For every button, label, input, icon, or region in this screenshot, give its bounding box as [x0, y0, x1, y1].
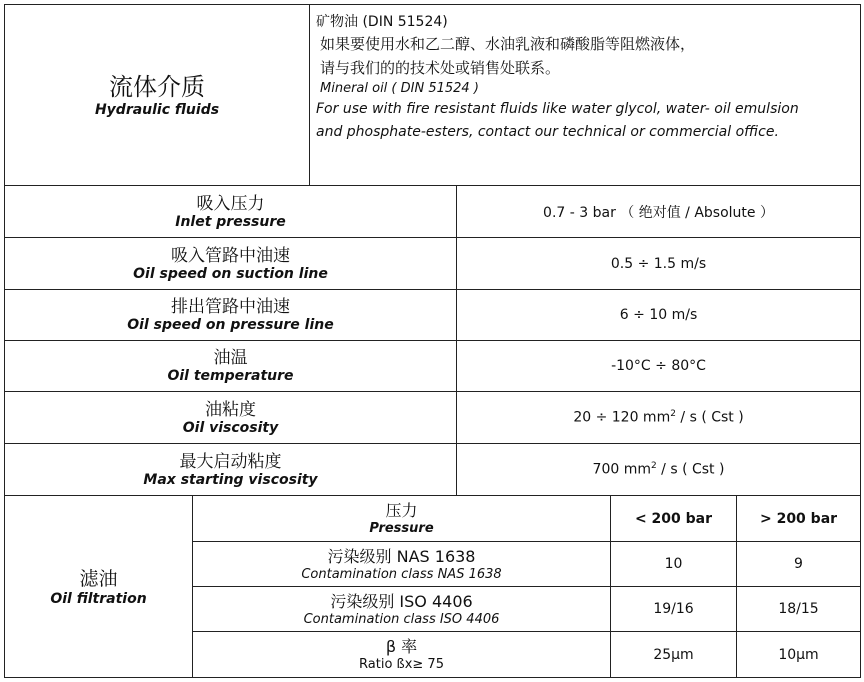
- row-value: [457, 444, 861, 496]
- pressure-header-cn: 压力: [385, 501, 418, 520]
- item-value-high: 18/15: [737, 587, 861, 632]
- suction-speed-row: [5, 238, 861, 290]
- filtration-header-row: [5, 496, 861, 542]
- inlet-pressure-row: [5, 186, 861, 238]
- fluid-note-cn-1: 如果要使用水和乙二醇、水油乳液和磷酸脂等阻燃液体，: [320, 35, 696, 53]
- fluid-label-en: Hydraulic fluids: [94, 102, 220, 118]
- item-label-en: Ratio ßx≥ 75: [359, 657, 444, 672]
- item-value-high: 10μm: [737, 632, 861, 678]
- row-label-cn: 吸入管路中油速: [171, 245, 290, 266]
- value-text: 700 mm: [592, 461, 651, 478]
- row-label: [5, 341, 457, 392]
- item-value-low: 10: [611, 542, 737, 587]
- row-value: 6 ÷ 10 m/s: [457, 290, 861, 341]
- fluid-note-en-2: and phosphate-esters, contact our technical or commercial office.: [316, 124, 779, 140]
- fluid-label-cell: [5, 5, 310, 186]
- filtration-item-label: [193, 587, 611, 632]
- item-label-en: Contamination class NAS 1638: [301, 566, 502, 582]
- row-value: 0.5 ÷ 1.5 m/s: [457, 238, 861, 290]
- row-label: [5, 392, 457, 444]
- row-label: [5, 290, 457, 341]
- max-start-viscosity-row: [5, 444, 861, 496]
- row-label: [5, 238, 457, 290]
- item-label-en: Contamination class ISO 4406: [303, 611, 500, 627]
- row-value: [457, 392, 861, 444]
- filtration-label-cn: 滤油: [79, 567, 118, 590]
- fluid-row: [5, 5, 861, 186]
- row-label: [5, 444, 457, 496]
- item-value-low: 19/16: [611, 587, 737, 632]
- fluid-mineral-cn: 矿物油 (DIN 51524): [316, 14, 448, 30]
- row-label-cn: 吸入压力: [196, 193, 265, 214]
- fluid-note-cn-2: 请与我们的的技术处或销售处联系。: [320, 59, 561, 77]
- fluid-mineral-en: Mineral oil ( DIN 51524 ): [320, 81, 479, 96]
- oil-viscosity-row: [5, 392, 861, 444]
- value-text: 20 ÷ 120 mm: [573, 409, 671, 426]
- value-unit: / s ( Cst ): [675, 409, 744, 426]
- row-label-en: Inlet pressure: [175, 213, 286, 230]
- item-value-high: 9: [737, 542, 861, 587]
- filtration-label-cell: [5, 496, 193, 678]
- pressure-header-en: Pressure: [369, 521, 434, 536]
- column-low-pressure: < 200 bar: [611, 496, 737, 542]
- row-label-en: Max starting viscosity: [143, 471, 318, 488]
- specification-table: [4, 4, 861, 678]
- item-label-cn: β 率: [385, 637, 418, 656]
- row-label: [5, 186, 457, 238]
- value-exponent: 2: [670, 409, 676, 420]
- row-label-cn: 排出管路中油速: [171, 297, 290, 317]
- row-value: 0.7 - 3 bar （ 绝对值 / Absolute ）: [457, 186, 861, 238]
- row-label-cn: 油温: [213, 348, 248, 368]
- fluid-description-cell: [310, 5, 861, 186]
- filtration-label-en: Oil filtration: [50, 590, 147, 607]
- item-value-low: 25μm: [611, 632, 737, 678]
- item-label-cn: 污染级别 ISO 4406: [330, 591, 473, 611]
- item-label-cn: 污染级别 NAS 1638: [327, 546, 476, 566]
- row-value: -10°C ÷ 80°C: [457, 341, 861, 392]
- row-label-en: Oil speed on suction line: [133, 265, 328, 282]
- row-label-en: Oil speed on pressure line: [127, 317, 334, 333]
- pressure-header-cell: [193, 496, 611, 542]
- fluid-label-cn: 流体介质: [109, 73, 205, 101]
- row-label-en: Oil viscosity: [182, 419, 279, 436]
- column-high-pressure: > 200 bar: [737, 496, 861, 542]
- value-unit: / s ( Cst ): [656, 461, 725, 478]
- fluid-note-en-1: For use with fire resistant fluids like water glycol, water- oil emulsion: [316, 101, 799, 117]
- pressure-speed-row: [5, 290, 861, 341]
- oil-temperature-row: [5, 341, 861, 392]
- filtration-item-label: [193, 632, 611, 678]
- filtration-item-label: [193, 542, 611, 587]
- row-label-en: Oil temperature: [167, 368, 294, 384]
- row-label-cn: 最大启动粘度: [179, 451, 282, 472]
- value-exponent: 2: [650, 461, 657, 472]
- row-label-cn: 油粘度: [205, 399, 256, 420]
